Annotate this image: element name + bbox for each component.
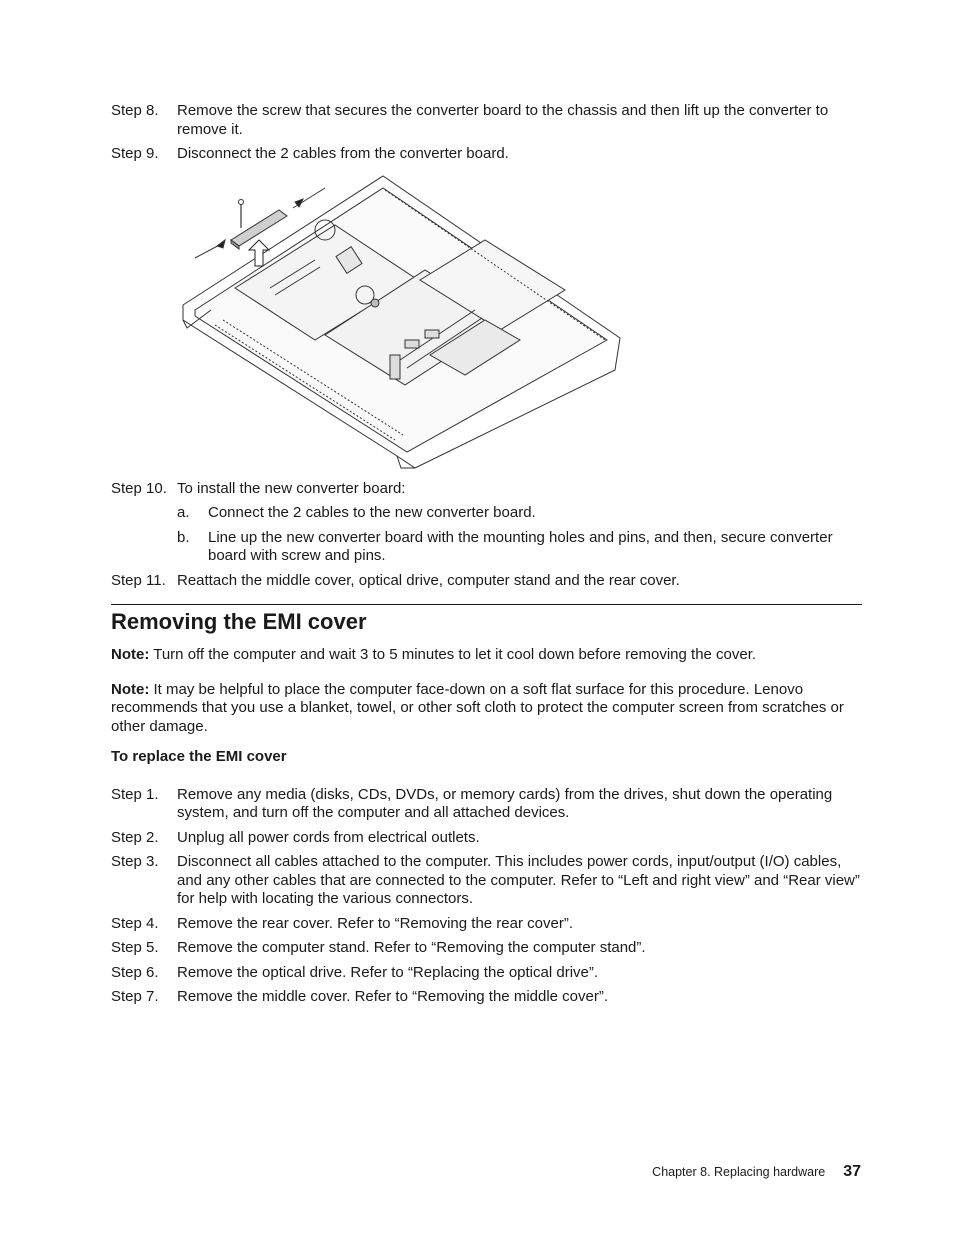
- page-content: [111, 102, 862, 1013]
- substep-a: [177, 504, 862, 523]
- step-number: Step 9.: [111, 145, 159, 162]
- step-number: Step 7.: [111, 988, 159, 1005]
- emi-step-4: [111, 915, 862, 934]
- step-text: Remove the optical drive. Refer to “Replacing the optical drive”.: [177, 963, 599, 981]
- step-text: To install the new converter board:: [177, 479, 406, 497]
- page-footer: [652, 1163, 861, 1182]
- footer-chapter: Chapter 8. Replacing hardware: [652, 1165, 826, 1179]
- step-text: Remove any media (disks, CDs, DVDs, or memory cards) from the drives, shut down the operating system, and turn off the computer and all attached devices.: [177, 785, 833, 821]
- step-text: Disconnect the 2 cables from the converter board.: [177, 145, 509, 162]
- step-number: Step 2.: [111, 828, 159, 846]
- step-text: Remove the computer stand. Refer to “Removing the computer stand”.: [177, 939, 646, 956]
- substep-text: Connect the 2 cables to the new converter board.: [208, 504, 536, 521]
- step-number: Step 3.: [111, 853, 159, 870]
- emi-step-1: [111, 786, 862, 823]
- substep-letter: b.: [177, 528, 190, 546]
- page-number: 37: [843, 1163, 861, 1180]
- substep-b: [177, 529, 862, 566]
- substep-text: Line up the new converter board with the mounting holes and pins, and then, secure converter board with screw and pins.: [208, 528, 833, 564]
- step-text: Unplug all power cords from electrical outlets.: [177, 828, 480, 846]
- step-text: Remove the screw that secures the converter board to the chassis and then lift up the converter to remove it.: [177, 102, 829, 138]
- step-text: Remove the middle cover. Refer to “Removing the middle cover”.: [177, 988, 609, 1005]
- substep-letter: a.: [177, 504, 190, 521]
- step-text: Reattach the middle cover, optical drive, computer stand and the rear cover.: [177, 571, 680, 589]
- step-number: Step 8.: [111, 102, 159, 119]
- section-title: Removing the EMI cover: [111, 609, 367, 634]
- step-number: Step 5.: [111, 939, 159, 956]
- emi-step-2: [111, 829, 862, 848]
- emi-step-7: [111, 988, 862, 1007]
- step-11: [111, 572, 862, 591]
- step-8: [111, 102, 862, 139]
- step-number: Step 1.: [111, 785, 159, 803]
- step-number: Step 11.: [111, 571, 166, 589]
- step-number: Step 6.: [111, 963, 159, 981]
- emi-step-5: [111, 939, 862, 958]
- section-divider: [111, 604, 862, 605]
- note-label: Note:: [111, 646, 150, 663]
- step-number: Step 10.: [111, 479, 167, 497]
- procedure-title: To replace the EMI cover: [111, 748, 287, 765]
- note-label: Note:: [111, 680, 150, 698]
- step-text: Disconnect all cables attached to the computer. This includes power cords, input/output (I/O) cables, and any other cables that are connected to the computer. Refer to “Left and right view” and “Rear view” for help with locating the various connectors.: [177, 853, 860, 907]
- emi-step-6: [111, 964, 862, 983]
- step-9: [111, 145, 862, 164]
- emi-step-3: [111, 853, 862, 909]
- note-text: Turn off the computer and wait 3 to 5 minutes to let it cool down before removing the cover.: [153, 646, 757, 663]
- note-cooldown: [111, 646, 862, 665]
- step-10: [111, 480, 862, 499]
- step-text: Remove the rear cover. Refer to “Removing the rear cover”.: [177, 914, 573, 932]
- note-text: It may be helpful to place the computer face-down on a soft flat surface for this procedure. Lenovo recommends that you use a blanket, towel, or other soft cloth to protect the computer screen from scratches or other damage.: [111, 680, 844, 735]
- converter-board-figure: [111, 170, 862, 472]
- note-face-down: [111, 681, 862, 737]
- converter-board-illustration: [175, 170, 635, 470]
- step-number: Step 4.: [111, 914, 159, 932]
